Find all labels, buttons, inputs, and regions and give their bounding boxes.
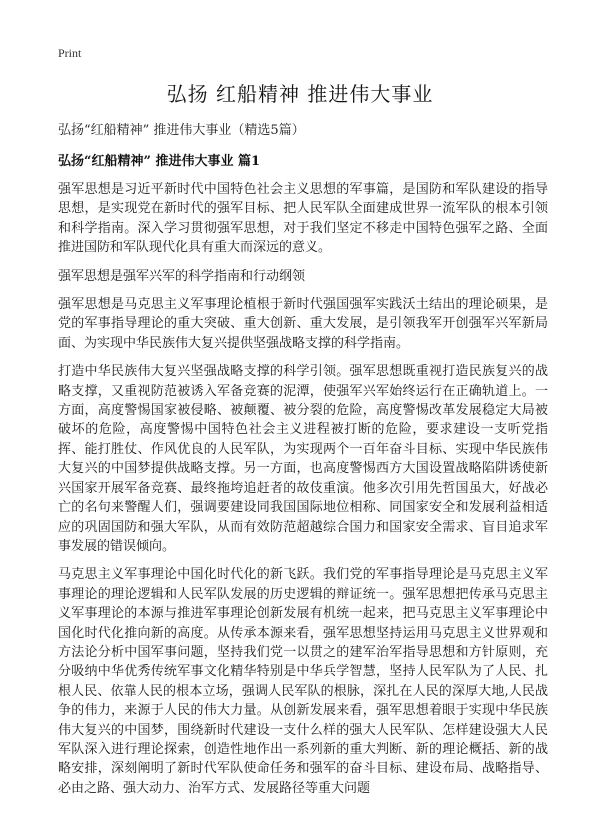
- document-subtitle: 弘扬“红船精神” 推进伟大事业（精选5篇）: [58, 123, 305, 138]
- document-body: [58, 180, 548, 807]
- paragraph-theory: 强军思想是马克思主义军事理论植根于新时代强国强军实践沃土结出的理论硕果，是党的军事指导理论的重大突破、重大创新、重大发展，是引领我军开创强军兴军新局面、为实现中华民族伟大复兴提供坚强战略支撑的科学指南。: [58, 297, 548, 351]
- paragraph-intro: 强军思想是习近平新时代中国特色社会主义思想的军事篇，是国防和军队建设的指导思想，是实现党在新时代的强军目标、把人民军队全面建成世界一流军队的根本引领和科学指南。深入学习贯彻强军思想，对于我们坚定不移走中国特色强军之路、全面推进国防和军队现代化具有重大而深远的意义。: [58, 182, 548, 256]
- paragraph-subheading: 强军思想是强军兴军的科学指南和行动纲领: [58, 268, 306, 284]
- print-label: Print: [58, 46, 82, 60]
- paragraph-strategic-support: 打造中华民族伟大复兴坚强战略支撑的科学引领。强军思想既重视打造民族复兴的战略支撑，又重视防范被诱入军备竞赛的泥潭，使强军兴军始终运行在正确轨道上。一方面，高度警惕国家被侵略、被颠覆、被分裂的危险，高度警惕改革发展稳定大局被破坏的危险，高度警惕中国特色社会主义进程被打断的危险，要求建设一支听党指挥、能打胜仗、作风优良的人民军队，为实现两个一百年奋斗目标、实现中华民族伟大复兴的中国梦提供战略支撑。另一方面，也高度警惕西方大国设置战略陷阱诱使新兴国家开展军备竞赛、最终拖垮追赶者的故伎重演。他多次引用先哲国虽大，好战必亡的名句来警醒人们，强调要建设同我国国际地位相称、同国家安全和发展利益相适应的巩固国防和强大军队，从而有效防范超越综合国力和国家安全需求、盲目追求军事发展的错误倾向。: [58, 364, 548, 554]
- paragraph-new-leap: 马克思主义军事理论中国化时代化的新飞跃。我们党的军事指导理论是马克思主义军事理论的理论逻辑和人民军队发展的历史逻辑的辩证统一。强军思想把传承马克思主义军事理论的本源与推进军事理论创新发展有机统一起来，把马克思主义军事理论中国化时代化推向新的高度。从传承本源来看，强军思想坚持运用马克思主义世界观和方法论分析中国军事问题，坚持我们党一以贯之的建军治军指导思想和方针原则，充分吸纳中华优秀传统军事文化精华特别是中华兵学智慧，坚持人民军队为了人民、扎根人民、依靠人民的根本立场，强调人民军队的根脉，深扎在人民的深厚大地,人民战争的伟力，来源于人民的伟大力量。从创新发展来看，强军思想着眼于实现中华民族伟大复兴的中国梦，围绕新时代建设一支什么样的强大人民军队、怎样建设强大人民军队深入进行理论探索，创造性地作出一系列新的重大判断、新的理论概括、新的战略安排，深刻阐明了新时代军队使命任务和强军的奋斗目标、建设布局、战略指导、必由之路、强大动力、治军方式、发展路径等重大问题: [58, 567, 548, 796]
- document-title: 弘扬 红船精神 推进伟大事业: [166, 82, 434, 106]
- section-heading: 弘扬“红船精神” 推进伟大事业 篇1: [58, 154, 261, 169]
